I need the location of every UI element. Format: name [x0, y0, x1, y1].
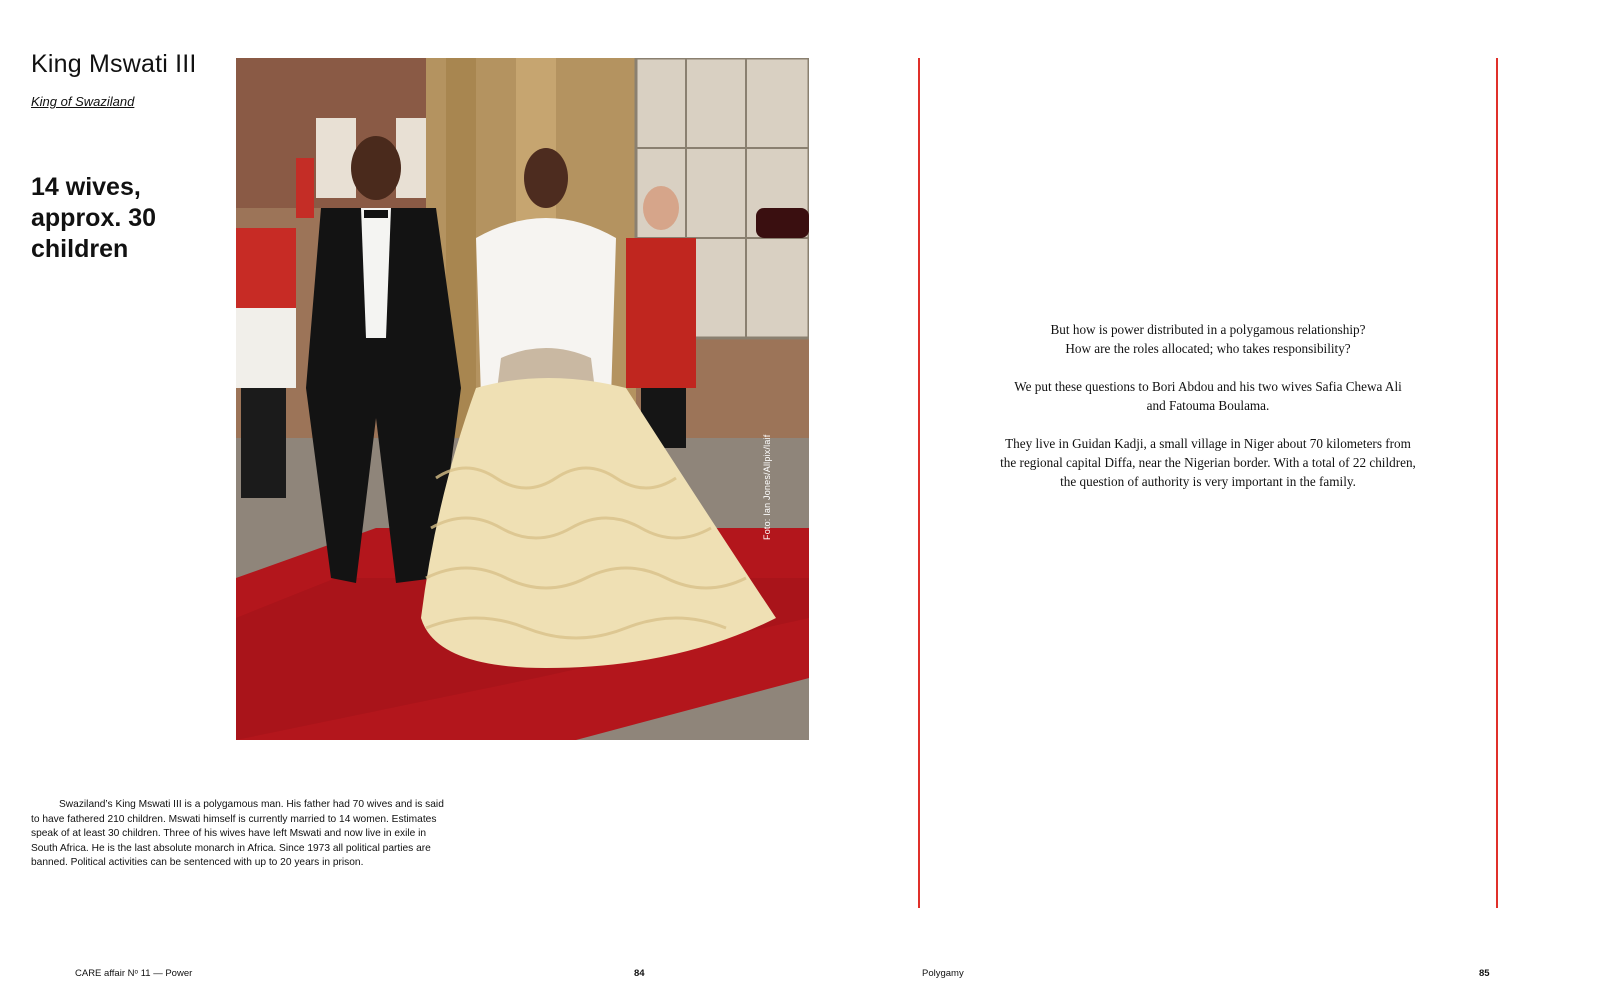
headline-line: children: [31, 235, 129, 263]
intro-line: How are the roles allocated; who takes responsibility?: [1065, 341, 1351, 356]
red-rule-right: [1496, 58, 1498, 908]
intro-line: They live in Guidan Kadji, a small village in Niger about 70 kilometers from: [1005, 436, 1411, 451]
caption-line: South Africa. He is the last absolute monarch in Africa. Since 1973 all political parties are: [31, 842, 431, 854]
intro-paragraph: [970, 434, 1446, 491]
king-photo: [236, 58, 809, 740]
photo-credit: Foto: Ian Jones/Allpix/laif: [762, 434, 772, 540]
intro-line: and Fatouma Boulama.: [1146, 398, 1270, 413]
page-subtitle: King of Swaziland: [31, 94, 135, 109]
caption-line: to have fathered 210 children. Mswati himself is currently married to 14 women. Estimates: [31, 813, 437, 825]
headline-line: approx. 30: [31, 204, 157, 232]
footer-section: Polygamy: [922, 968, 964, 979]
caption-line: banned. Political activities can be sentenced with up to 20 years in prison.: [31, 857, 364, 868]
page-number-right: 85: [1479, 968, 1490, 979]
intro-line: the question of authority is very important in the family.: [1060, 474, 1356, 489]
page-title: King Mswati III: [31, 50, 197, 78]
intro-text: [970, 320, 1446, 510]
photo-caption: [31, 798, 451, 871]
headline-line: 14 wives,: [31, 173, 141, 201]
red-rule-left: [918, 58, 920, 908]
page-number-left: 84: [634, 968, 645, 979]
intro-line: But how is power distributed in a polygamous relationship?: [1050, 322, 1366, 337]
intro-line: We put these questions to Bori Abdou and his two wives Safia Chewa Ali: [1014, 379, 1402, 394]
headline: [31, 172, 211, 265]
intro-line: the regional capital Diffa, near the Nigerian border. With a total of 22 children,: [1000, 455, 1416, 470]
caption-line: Swaziland’s King Mswati III is a polygamous man. His father had 70 wives and is said: [59, 799, 444, 810]
footer-publication: CARE affair Nᵒ 11 — Power: [75, 968, 193, 979]
intro-paragraph: [970, 320, 1446, 358]
caption-line: speak of at least 30 children. Three of his wives have left Mswati and now live in exile in: [31, 828, 427, 839]
intro-paragraph: [970, 377, 1446, 415]
